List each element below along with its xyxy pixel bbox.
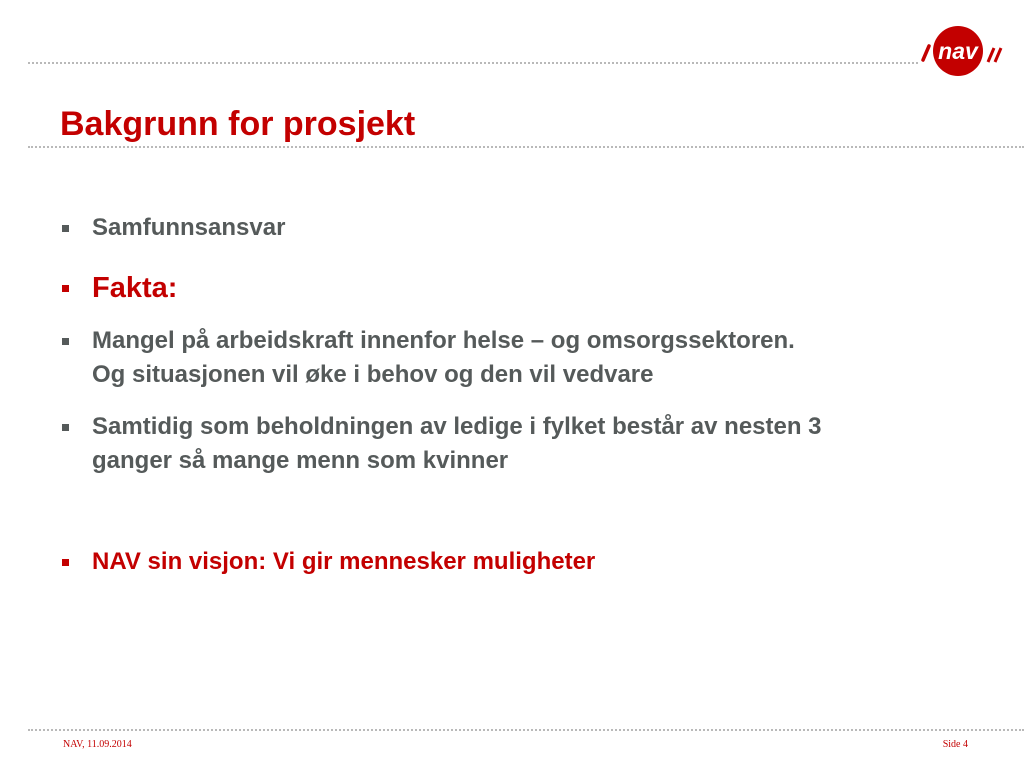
bullet-text-line: Fakta:: [92, 272, 178, 304]
bullet-text-line: Samfunnsansvar: [92, 214, 286, 241]
nav-logo-icon: [918, 24, 1018, 80]
square-bullet-icon: [62, 424, 69, 431]
bullet-text-line: ganger så mange menn som kvinner: [92, 447, 509, 474]
bullet-text: [92, 410, 972, 478]
footer-page-number: Side 4: [942, 739, 968, 750]
bullet-text: [92, 545, 972, 579]
bullet-text-line: Samtidig som beholdningen av ledige i fylket består av nesten 3: [92, 413, 822, 440]
bullet-text: [92, 212, 972, 244]
square-bullet-icon: [62, 225, 69, 232]
top-dotted-divider: [28, 62, 918, 64]
footer-date: NAV, 11.09.2014: [63, 739, 132, 750]
slide-title: Bakgrunn for prosjekt: [60, 105, 416, 143]
bullet-text-line: Mangel på arbeidskraft innenfor helse – og omsorgssektoren.: [92, 327, 795, 354]
square-bullet-icon: [62, 559, 69, 566]
bullet-text: [92, 270, 972, 306]
nav-logo: [918, 24, 1018, 80]
footer-dotted-divider: [28, 729, 1024, 731]
bullet-text-line: NAV sin visjon: Vi gir mennesker muligheter: [92, 548, 596, 575]
square-bullet-icon: [62, 285, 69, 292]
bullet-text: [92, 324, 972, 392]
title-dotted-divider: [28, 146, 1024, 148]
nav-logo-text: nav: [938, 38, 978, 64]
square-bullet-icon: [62, 338, 69, 345]
bullet-text-line: Og situasjonen vil øke i behov og den vil vedvare: [92, 361, 654, 388]
